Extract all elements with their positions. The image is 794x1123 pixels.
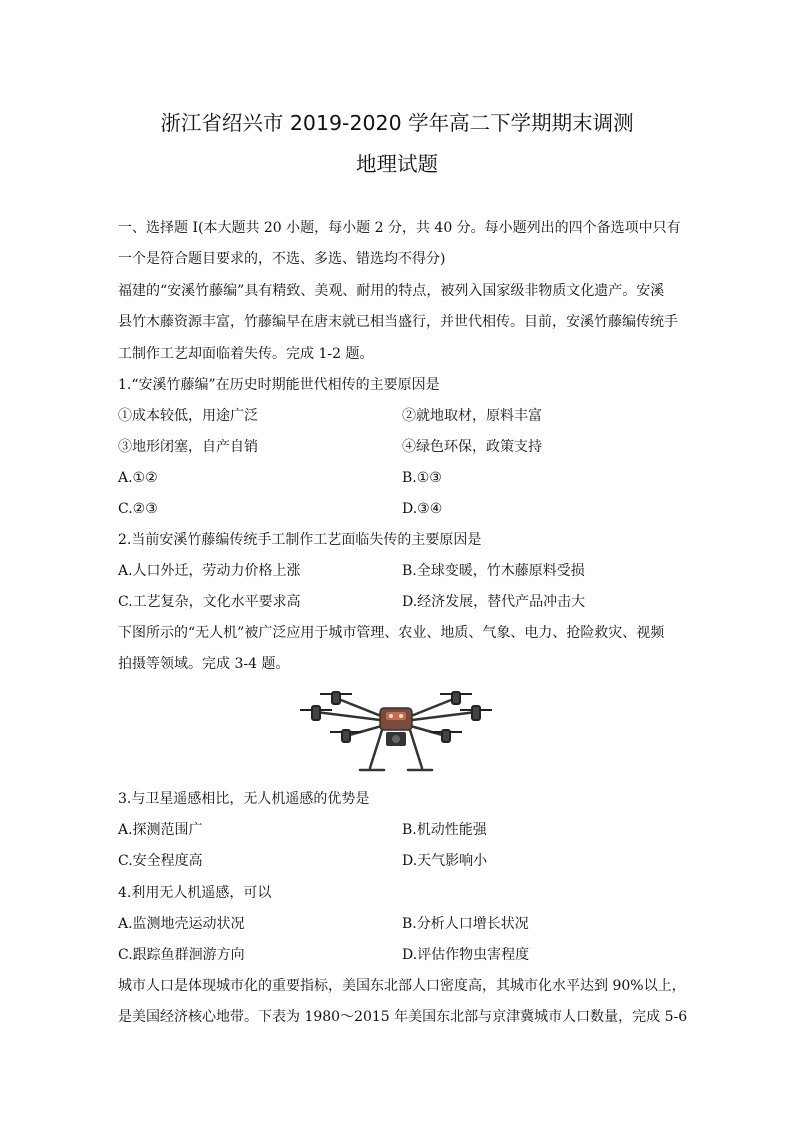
- q3-stem: 3.与卫星遥感相比，无人机遥感的优势是: [118, 791, 370, 807]
- q1-option-b: B.①③: [402, 470, 442, 486]
- passage1-line3: 工制作工艺却面临着失传。完成 1-2 题。: [118, 346, 374, 362]
- passage1-line2: 县竹木藤资源丰富，竹藤编早在唐末就已相当盛行，并世代相传。目前，安溪竹藤编传统手: [118, 314, 678, 330]
- passage3-line2: 是美国经济核心地带。下表为 1980～2015 年美国东北部与京津冀城市人口数量，完成 5-6: [118, 1009, 688, 1025]
- q1-item-4: ④绿色环保，政策支持: [402, 439, 542, 455]
- q4-option-d: D.评估作物虫害程度: [402, 947, 530, 963]
- q4-stem: 4.利用无人机遥感，可以: [118, 885, 272, 901]
- q2-option-d: D.经济发展，替代产品冲击大: [402, 594, 586, 610]
- passage2-line1: 下图所示的“无人机”被广泛应用于城市管理、农业、地质、气象、电力、抢险救灾、视频: [118, 625, 665, 641]
- passage2-line2: 拍摄等领域。完成 3-4 题。: [118, 656, 290, 672]
- section-instruction-line1: 一、选择题 I(本大题共 20 小题，每小题 2 分，共 40 分。每小题列出的四个备选项中只有: [118, 220, 681, 236]
- q3-option-c: C.安全程度高: [118, 853, 203, 869]
- q1-item-2: ②就地取材，原料丰富: [402, 408, 542, 424]
- q1-item-3: ③地形闭塞，自产自销: [118, 439, 258, 455]
- q3-option-b: B.机动性能强: [402, 822, 487, 838]
- q4-option-c: C.跟踪鱼群洄游方向: [118, 947, 245, 963]
- q3-option-a: A.探测范围广: [118, 822, 203, 838]
- passage1-line1: 福建的“安溪竹藤编”具有精致、美观、耐用的特点，被列入国家级非物质文化遗产。安溪: [118, 283, 665, 299]
- q1-stem: 1.“安溪竹藤编”在历史时期能世代相传的主要原因是: [118, 377, 440, 393]
- q2-option-a: A.人口外迁，劳动力价格上涨: [118, 563, 301, 579]
- page-subtitle: 地理试题: [356, 152, 438, 176]
- section-instruction-line2: 一个是符合题目要求的，不选、多选、错选均不得分): [118, 251, 446, 267]
- drone-image: [296, 686, 496, 778]
- q1-option-a: A.①②: [118, 470, 158, 486]
- q3-option-d: D.天气影响小: [402, 853, 488, 869]
- q2-stem: 2.当前安溪竹藤编传统手工制作工艺面临失传的主要原因是: [118, 532, 482, 548]
- q2-option-c: C.工艺复杂，文化水平要求高: [118, 594, 301, 610]
- q1-option-d: D.③④: [402, 501, 443, 517]
- passage3-line1: 城市人口是体现城市化的重要指标，美国东北部人口密度高，其城市化水平达到 90%以上，: [118, 978, 686, 994]
- q1-item-1: ①成本较低，用途广泛: [118, 408, 258, 424]
- q4-option-b: B.分析人口增长状况: [402, 916, 529, 932]
- q4-option-a: A.监测地壳运动状况: [118, 916, 245, 932]
- page-title: 浙江省绍兴市 2019-2020 学年高二下学期期末调测: [160, 111, 634, 135]
- q1-option-c: C.②③: [118, 501, 158, 517]
- q2-option-b: B.全球变暖，竹木藤原料受损: [402, 563, 585, 579]
